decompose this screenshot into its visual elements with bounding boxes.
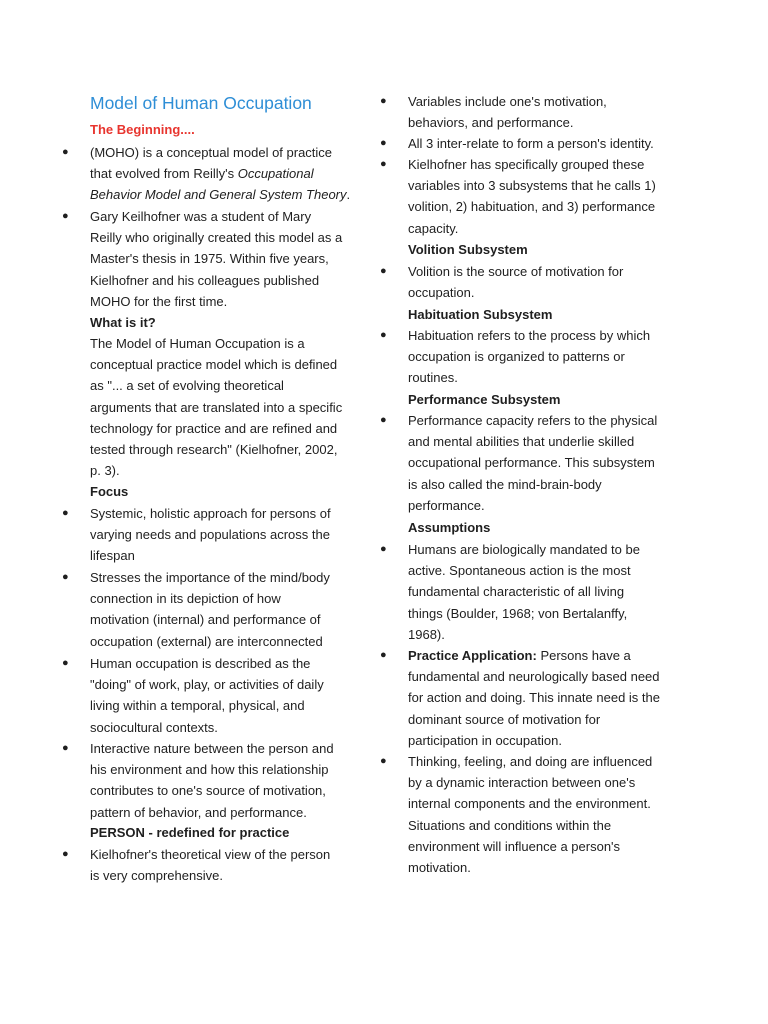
text-line: p. 3). [90,463,120,479]
text-line: Interactive nature between the person and [90,741,334,756]
text-line: things (Boulder, 1968; von Bertalanffy, [408,605,628,621]
text-line: Systemic, holistic approach for persons of [90,506,331,521]
bullet-icon: ● [380,414,387,426]
bullet-icon: ● [62,146,69,158]
text-line: arguments that are translated into a specific [90,399,343,415]
bullet-icon: ● [380,265,387,277]
text-line: Stresses the importance of the mind/body [90,570,330,585]
text-line: is very comprehensive. [90,868,223,884]
text-line: connection in its depiction of how [90,591,281,607]
section-heading-beginning: The Beginning.... [90,122,195,137]
text-line: conceptual practice model which is defined [90,357,338,373]
text-line: "doing" of work, play, or activities of daily [90,677,324,693]
text-line: Master's thesis in 1975. Within five years, [90,251,329,267]
text-line: Human occupation is described as the [90,656,311,671]
text-line: volition, 2) habituation, and 3) performance [408,199,656,215]
text-line: Situations and conditions within the [408,817,612,833]
text-line: (MOHO) is a conceptual model of practice [90,145,333,160]
text-line: Kielhofner has specifically grouped these [408,157,645,172]
text-line: for action and doing. This innate need is the [408,690,660,706]
bullet-icon: ● [380,755,387,767]
bullet-icon: ● [62,571,69,583]
text-line: Habituation refers to the process by which [408,328,651,343]
text-line: Practice Application: Persons have a [408,648,631,663]
text-line: motivation (internal) and performance of [90,612,321,628]
text-line: routines. [408,370,458,386]
text-line: Behavior Model and General System Theory. [90,187,351,203]
text-line: performance. [408,497,485,513]
text-line: tested through research" (Kielhofner, 2002, [90,442,338,458]
text-line: The Model of Human Occupation is a [90,336,305,351]
heading-volition: Volition Subsystem [408,242,528,257]
text-line: Thinking, feeling, and doing are influenced [408,754,653,769]
text-line: Kielhofner's theoretical view of the person [90,847,331,862]
text-line: as "... a set of evolving theoretical [90,378,284,394]
bullet-icon: ● [380,329,387,341]
text-line: Performance capacity refers to the physical [408,413,658,428]
text-line: dominant source of motivation for [408,711,601,727]
text-line: Gary Keilhofner was a student of Mary [90,209,312,224]
text-line: Variables include one's motivation, [408,94,607,109]
text-line: behaviors, and performance. [408,115,574,131]
bullet-icon: ● [62,848,69,860]
bullet-icon: ● [380,649,387,661]
text-line: lifespan [90,548,135,564]
text-line: technology for practice and are refined and [90,420,338,436]
text-line: Reilly who originally created this model as a [90,230,343,246]
heading-habituation: Habituation Subsystem [408,307,553,322]
text-line: living within a temporal, physical, and [90,698,305,714]
text-line: Humans are biologically mandated to be [408,542,640,557]
text-line: occupation is organized to patterns or [408,349,625,365]
bullet-icon: ● [62,210,69,222]
text-line: occupation. [408,285,475,301]
document-title: Model of Human Occupation [90,93,312,113]
text-line: environment will influence a person's [408,838,621,854]
text-line: internal components and the environment. [408,796,651,812]
practice-application-label: Practice Application: [408,648,537,663]
text-line: sociocultural contexts. [90,719,218,735]
text-line: fundamental and neurologically based need [408,669,660,685]
heading-what-is-it: What is it? [90,315,156,330]
heading-assumptions: Assumptions [408,520,491,535]
text-line: MOHO for the first time. [90,293,228,309]
heading-focus: Focus [90,484,129,499]
bullet-icon: ● [62,507,69,519]
text-line: contributes to one's source of motivation, [90,783,326,799]
text-line: capacity. [408,220,459,236]
text-line: motivation. [408,860,471,876]
text-line: 1968). [408,626,445,642]
bullet-icon: ● [62,742,69,754]
heading-person: PERSON - redefined for practice [90,825,290,840]
text-line: varying needs and populations across the [90,527,330,543]
text-line: is also called the mind-brain-body [408,476,602,492]
text-line: pattern of behavior, and performance. [90,804,307,820]
text-line: active. Spontaneous action is the most [408,563,631,579]
heading-performance: Performance Subsystem [408,392,561,407]
text-line: Volition is the source of motivation for [408,264,624,279]
text-line: that evolved from Reilly's Occupational [90,166,314,182]
paragraph-what-is-it [90,333,342,481]
text-line: and mental abilities that underlie skilled [408,434,635,450]
text-line: All 3 inter-relate to form a person's identity. [408,136,654,151]
bullet-icon: ● [380,95,387,107]
text-line: occupation (external) are interconnected [90,633,323,649]
text-line: his environment and how this relationship [90,762,329,778]
text-line: by a dynamic interaction between one's [408,775,636,791]
bullet-icon: ● [380,158,387,170]
text-line: occupational performance. This subsystem [408,455,655,471]
text-line: fundamental characteristic of all living [408,584,625,600]
text-line: participation in occupation. [408,732,562,748]
bullet-icon: ● [380,137,387,149]
bullet-icon: ● [380,543,387,555]
text-line: Kielhofner and his colleagues published [90,272,320,288]
bullet-icon: ● [62,657,69,669]
text-line: variables into 3 subsystems that he calls 1) [408,178,656,194]
